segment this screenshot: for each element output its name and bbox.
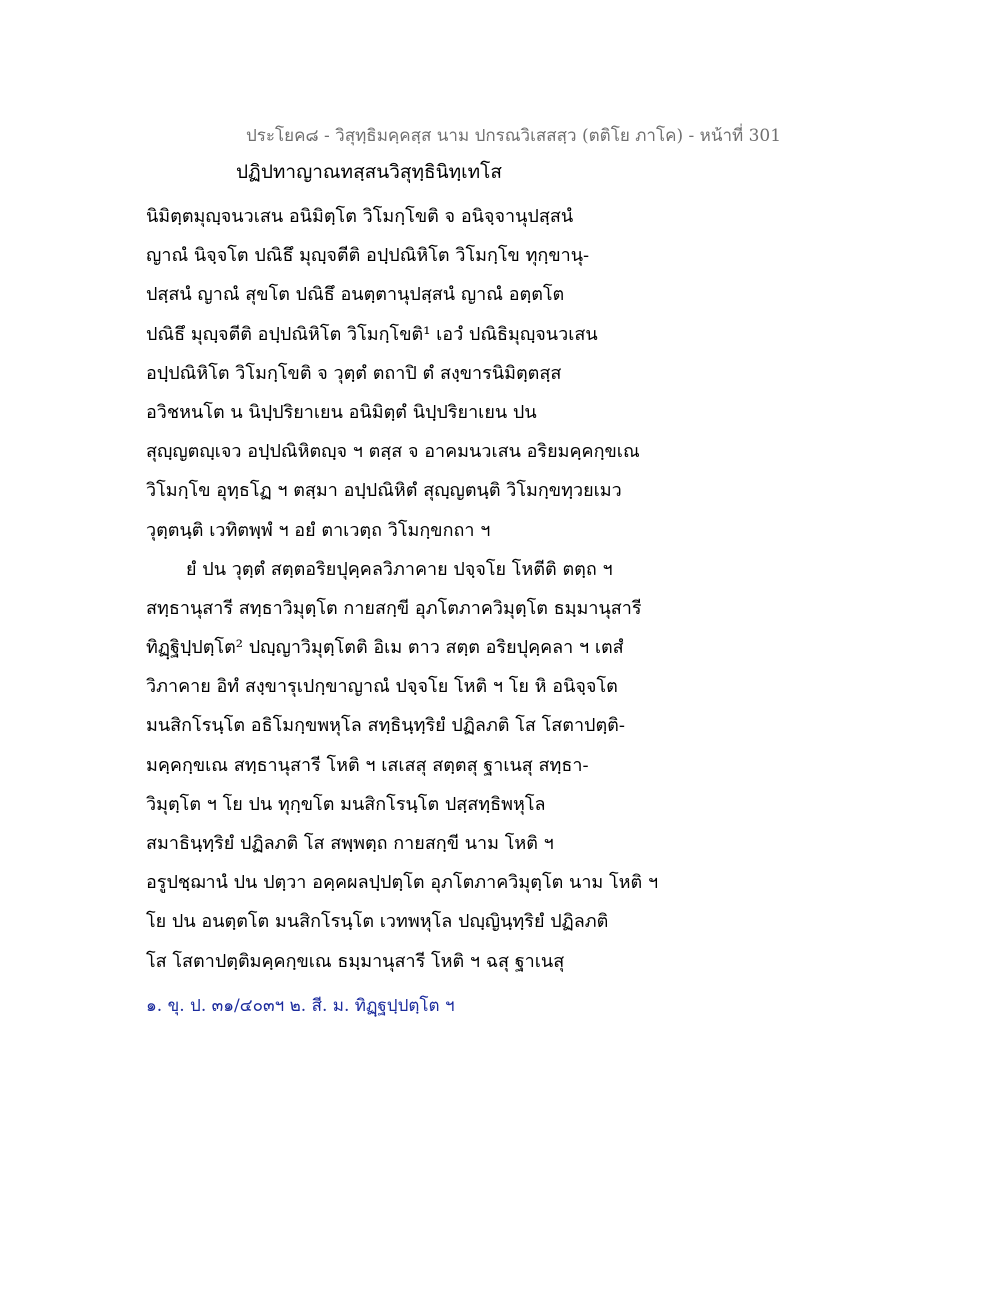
text-line: ปณิธึ มุญฺจตีติ อปฺปณิหิโต วิโมกฺโขติ¹ เอวํ ปณิธิมุญฺจนวเสน xyxy=(146,323,598,345)
body-text xyxy=(146,197,706,981)
text-line: วิโมกฺโข อุทฺธโฏ ฯ ตสฺมา อปฺปณิหิตํ สุญฺญตนฺติ วิโมกฺขทฺวยเมว xyxy=(146,480,622,502)
section-title: ปฏิปทาญาณทสฺสนวิสุทฺธินิทฺเทโส xyxy=(236,161,502,183)
text-line: โส โสตาปตฺติมคฺคกฺขเณ ธมฺมานุสารี โหติ ฯ ฉสุ ฐาเนสุ xyxy=(146,950,565,972)
paragraph-start-line: ยํ ปน วุตฺตํ สตฺตอริยปุคฺคลวิภาคาย ปจฺจโย โหตีติ ตตฺถ ฯ xyxy=(186,558,613,580)
text-line: ญาณํ นิจฺจโต ปณิธึ มุญฺจตีติ อปฺปณิหิโต วิโมกฺโข ทุกฺขานุ- xyxy=(146,245,590,267)
text-line: วิภาคาย อิทํ สงฺขารุเปกฺขาญาณํ ปจฺจโย โหติ ฯ โย หิ อนิจฺจโต xyxy=(146,676,618,698)
text-line: ปสฺสนํ ญาณํ สุขโต ปณิธึ อนตฺตานุปสฺสนํ ญาณํ อตฺตโต xyxy=(146,284,565,306)
text-line: วุตฺตนฺติ เวทิตพฺพํ ฯ อยํ ตาเวตฺถ วิโมกฺขกถา ฯ xyxy=(146,519,491,541)
text-line: มนสิกโรนฺโต อธิโมกฺขพหุโล สทฺธินฺทฺริยํ ปฏิลภติ โส โสตาปตฺติ- xyxy=(146,715,625,737)
text-line: วิมุตฺโต ฯ โย ปน ทุกฺขโต มนสิกโรนฺโต ปสฺสทฺธิพหุโล xyxy=(146,793,546,815)
text-line: สทฺธานุสารี สทฺธาวิมุตฺโต กายสกฺขี อุภโตภาควิมุตฺโต ธมฺมานุสารี xyxy=(146,597,642,619)
text-line: มคฺคกฺขเณ สทฺธานุสารี โหติ ฯ เสเสสุ สตฺตสุ ฐาเนสุ สทฺธา- xyxy=(146,754,589,776)
running-header: ประโยค๘ - วิสุทฺธิมคฺคสฺส นาม ปกรณวิเสสสฺว (ตติโย ภาโค) - หน้าที่ 301 xyxy=(246,126,782,146)
text-line: ทิฏฺฐิปฺปตฺโต² ปญฺญาวิมุตฺโตติ อิเม ตาว สตฺต อริยปุคฺคลา ฯ เตสํ xyxy=(146,637,624,659)
text-line: อปฺปณิหิโต วิโมกฺโขติ จ วุตฺตํ ตถาปิ ตํ สงฺขารนิมิตฺตสฺส xyxy=(146,362,562,384)
text-line: นิมิตฺตมุญฺจนวเสน อนิมิตฺโต วิโมกฺโขติ จ อนิจฺจานุปสฺสนํ xyxy=(146,206,574,227)
text-line: สุญฺญตญฺเจว อปฺปณิหิตญฺจ ฯ ตสฺส จ อาคมนวเสน อริยมคฺคกฺขเณ xyxy=(146,441,640,463)
footnote: ๑. ขุ. ป. ๓๑/๔๐๓ฯ ๒. สี. ม. ทิฏฺฐปฺปตฺโต ฯ xyxy=(146,996,455,1016)
text-line: โย ปน อนตฺตโต มนสิกโรนฺโต เวทพหุโล ปญฺญินฺทฺริยํ ปฏิลภติ xyxy=(146,911,609,933)
text-line: อรูปชฺฌานํ ปน ปตฺวา อคฺคผลปฺปตฺโต อุภโตภาควิมุตฺโต นาม โหติ ฯ xyxy=(146,872,659,894)
text-line: สมาธินฺทฺริยํ ปฏิลภติ โส สพฺพตฺถ กายสกฺขี นาม โหติ ฯ xyxy=(146,833,554,854)
text-line: อวิชหนโต น นิปฺปริยาเยน อนิมิตฺตํ นิปฺปริยาเยน ปน xyxy=(146,401,537,423)
